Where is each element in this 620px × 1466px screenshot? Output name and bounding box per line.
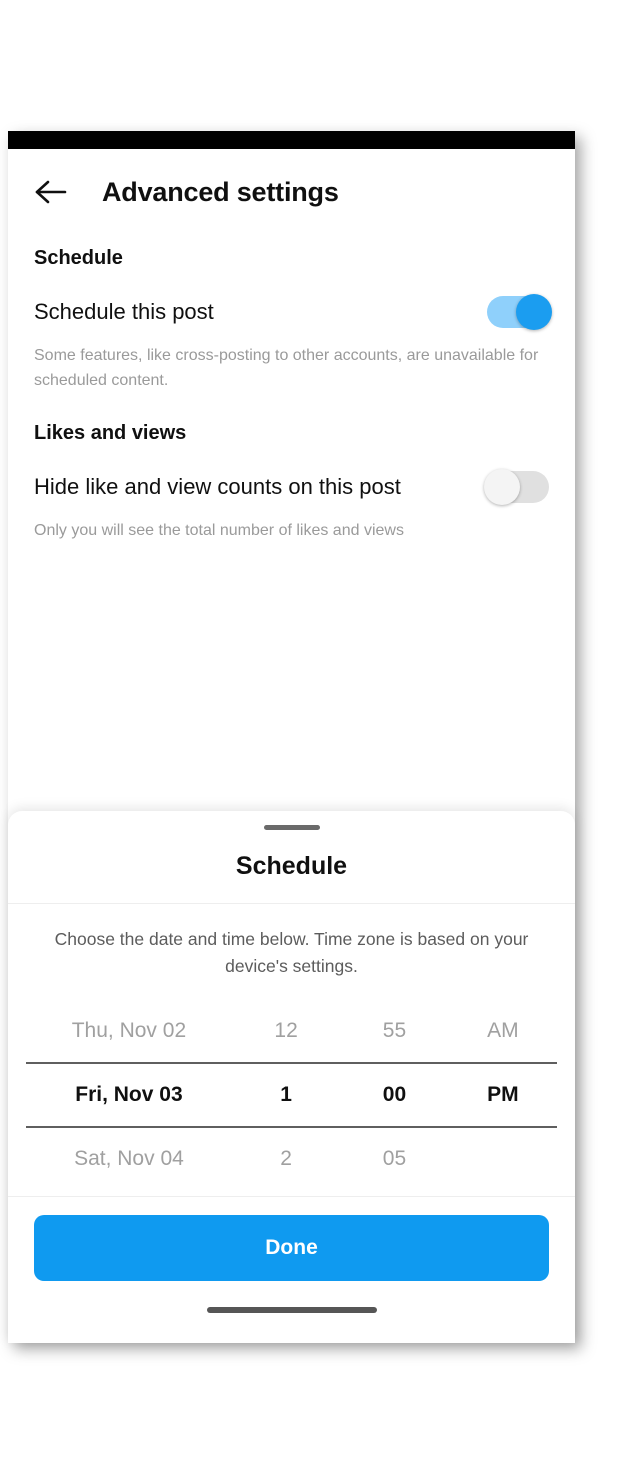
sheet-title: Schedule — [8, 830, 575, 904]
picker-item-hour-below[interactable]: 2 — [280, 1147, 292, 1170]
picker-item-date-above[interactable]: Thu, Nov 02 — [71, 1019, 187, 1042]
picker-column-hour[interactable] — [232, 1000, 340, 1190]
picker-item-meridiem-below — [449, 1128, 557, 1190]
screen-header — [8, 149, 575, 219]
picker-item-date-below[interactable]: Sat, Nov 04 — [74, 1147, 184, 1170]
sheet-description: Choose the date and time below. Time zone is based on your device's settings. — [54, 928, 529, 976]
picker-item-minute-below[interactable]: 05 — [382, 1147, 407, 1170]
datetime-picker[interactable] — [8, 986, 575, 1196]
picker-item-hour-above[interactable]: 12 — [274, 1019, 298, 1042]
row-label-schedule-this-post: Schedule this post — [34, 299, 214, 325]
section-title-likes-and-views: Likes and views — [34, 421, 187, 444]
picker-item-meridiem-above[interactable]: AM — [487, 1019, 519, 1042]
row-schedule-this-post[interactable] — [34, 296, 549, 328]
picker-item-minute-selected[interactable]: 00 — [340, 1062, 448, 1128]
picker-item-date-selected[interactable]: Fri, Nov 03 — [26, 1062, 232, 1128]
row-label-hide-like-and-view-counts: Hide like and view counts on this post — [34, 473, 401, 499]
toggle-knob — [516, 294, 552, 330]
toggle-hide-like-and-view-counts[interactable] — [487, 471, 549, 503]
toggle-schedule-this-post[interactable] — [487, 296, 549, 328]
toggle-knob — [484, 469, 520, 505]
done-button[interactable]: Done — [34, 1215, 549, 1281]
picker-item-minute-above[interactable]: 55 — [382, 1019, 407, 1042]
picker-column-meridiem[interactable] — [449, 1000, 557, 1190]
picker-column-date[interactable] — [26, 1000, 232, 1190]
section-title-schedule: Schedule — [34, 247, 123, 269]
page-title: Advanced settings — [102, 176, 339, 207]
picker-item-meridiem-selected[interactable]: PM — [449, 1062, 557, 1128]
picker-item-hour-selected[interactable]: 1 — [232, 1062, 340, 1128]
sheet-footer — [8, 1196, 575, 1343]
row-hide-like-and-view-counts[interactable] — [34, 471, 549, 503]
picker-column-minute[interactable] — [340, 1000, 448, 1190]
help-text-schedule: Some features, like cross-posting to other accounts, are unavailable for scheduled content. — [34, 347, 539, 389]
home-indicator — [207, 1307, 377, 1313]
schedule-bottom-sheet — [8, 811, 575, 1343]
help-text-likes: Only you will see the total number of likes and views — [34, 521, 404, 539]
back-arrow-icon[interactable] — [34, 175, 76, 209]
settings-body — [8, 247, 575, 543]
status-bar — [8, 131, 575, 149]
phone-frame — [8, 131, 575, 1343]
